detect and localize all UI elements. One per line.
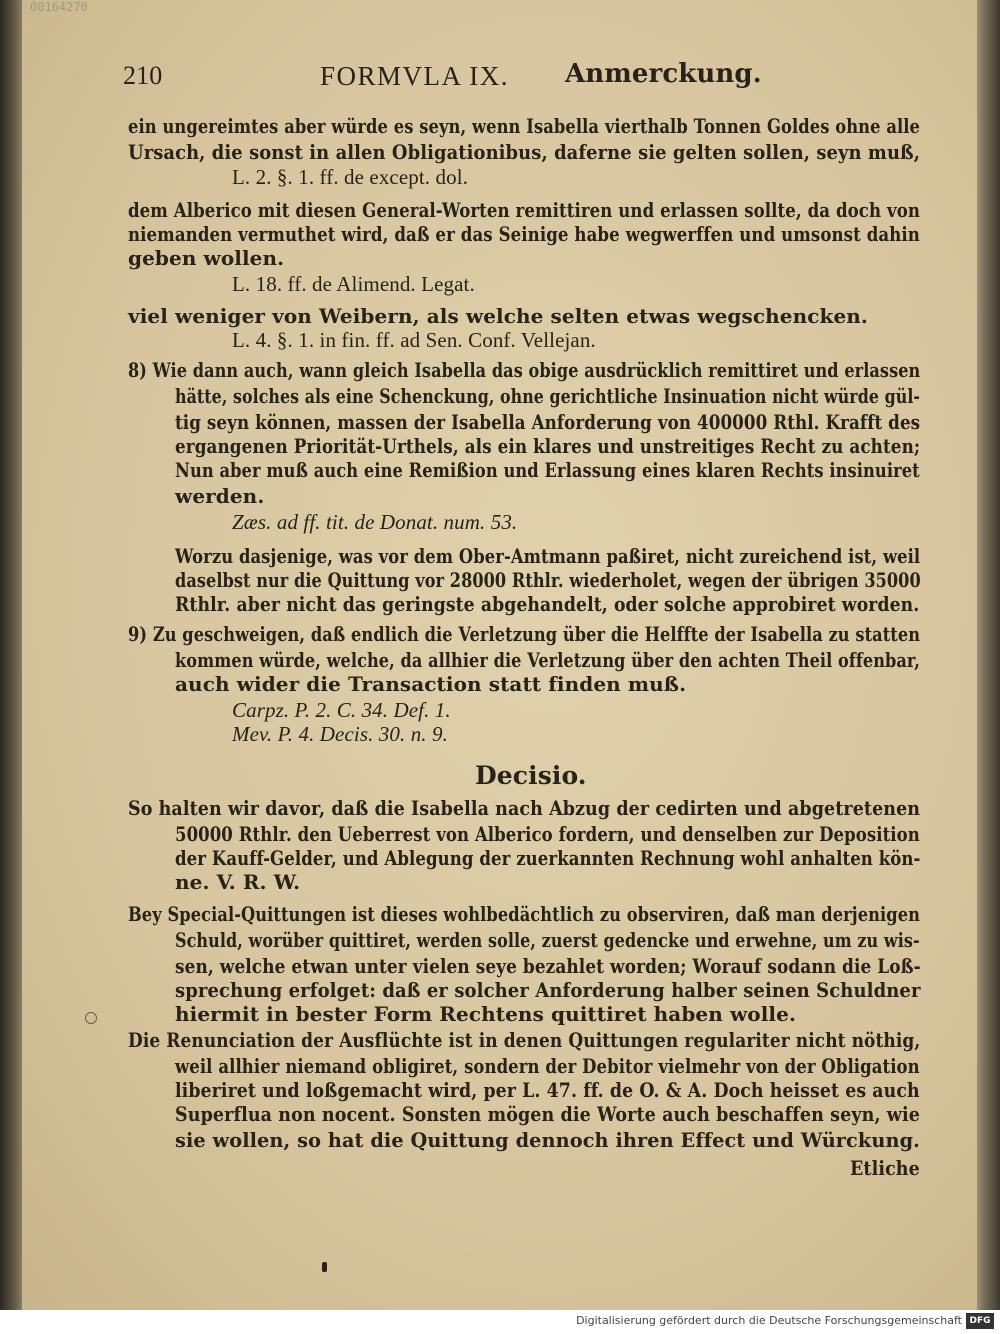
footer-text: Digitalisierung gefördert durch die Deutsche Forschungsgemeinschaft — [576, 1314, 962, 1327]
text-line: der Kauff-Gelder, und Ablegung der zuerkannten Rechnung wohl anhalten kön- — [175, 846, 921, 870]
citation-line: L. 2. §. 1. ff. de except. dol. — [232, 165, 468, 189]
text-line: liberiret und loßgemacht wird, per L. 47. ff. de O. & A. Doch heisset es auch — [175, 1078, 920, 1102]
text-line: 8) Wie dann auch, wann gleich Isabella das obige ausdrücklich remittiret und erlassen — [128, 358, 921, 382]
scan-stamp: 00164270 — [30, 0, 88, 14]
margin-mark — [85, 1012, 97, 1024]
page-title: FORMVLA IX. — [320, 61, 510, 91]
text-line: Nun aber muß auch eine Remißion und Erlassung eines klaren Rechts insinuiret — [175, 458, 920, 482]
text-line: ne. V. R. W. — [175, 870, 301, 894]
text-line: niemanden vermuthet wird, daß er das Seinige habe wegwerffen und umsonst dahin — [128, 222, 920, 246]
citation-line: Zæs. ad ff. tit. de Donat. num. 53. — [232, 510, 518, 534]
citation-line: L. 4. §. 1. in fin. ff. ad Sen. Conf. Vellejan. — [232, 328, 596, 352]
text-line: auch wider die Transaction statt finden muß. — [175, 672, 687, 696]
text-line: ein ungereimtes aber würde es seyn, wenn Isabella vierthalb Tonnen Goldes ohne alle — [128, 114, 921, 138]
text-line: ergangenen Priorität-Urthels, als ein klares und unstreitiges Recht zu achten; — [175, 434, 921, 458]
citation-line: L. 18. ff. de Alimend. Legat. — [232, 272, 475, 296]
digitization-footer — [0, 1310, 1000, 1334]
text-line: Schuld, worüber quittiret, werden solle, zuerst gedencke und erwehne, um zu wis- — [175, 928, 920, 952]
text-line: Superflua non nocent. Sonsten mögen die Worte auch beschaffen seyn, wie — [175, 1102, 920, 1126]
citation-line: Carpz. P. 2. C. 34. Def. 1. — [232, 698, 451, 722]
text-line: geben wollen. — [128, 246, 285, 270]
text-line: Worzu dasjenige, was vor dem Ober-Amtmann paßiret, nicht zureichend ist, weil — [175, 544, 921, 568]
text-line: hiermit in bester Form Rechtens quittiret haben wolle. — [175, 1002, 797, 1026]
text-line: dem Alberico mit diesen General-Worten remittiren und erlassen sollte, da doch von — [128, 198, 920, 222]
text-line: Rthlr. aber nicht das geringste abgehandelt, oder solche approbiret worden. — [175, 592, 920, 616]
section-heading: Decisio. — [475, 761, 587, 790]
text-line: hätte, solches als eine Schenckung, ohne gerichtliche Insinuation nicht würde gül- — [175, 384, 921, 408]
text-line: sen, welche etwan unter vielen seye bezahlet worden; Worauf sodann die Loß- — [175, 954, 921, 978]
ink-dot — [322, 1262, 327, 1272]
text-line: tig seyn können, massen der Isabella Anforderung von 400000 Rthl. Krafft des — [175, 410, 921, 434]
text-line: werden. — [175, 484, 265, 508]
text-line: sprechung erfolget: daß er solcher Anforderung halber seinen Schuldner — [175, 978, 921, 1002]
text-line: Bey Special-Quittungen ist dieses wohlbedächtlich zu observiren, daß man derjenigen — [128, 902, 921, 926]
text-line: weil allhier niemand obligiret, sondern der Debitor vielmehr von der Obligation — [175, 1054, 920, 1078]
text-line: Ursach, die sonst in allen Obligationibus, daferne sie gelten sollen, seyn muß, — [128, 140, 921, 164]
page-edge — [977, 0, 1000, 1310]
text-line: daselbst nur die Quittung vor 28000 Rthlr. wiederholet, wegen der übrigen 35000 — [175, 568, 921, 592]
page-number: 210 — [123, 61, 163, 90]
text-line: So halten wir davor, daß die Isabella nach Abzug der cedirten und abgetretenen — [128, 796, 921, 820]
dfg-logo: DFG — [966, 1313, 994, 1329]
text-line: 50000 Rthlr. den Ueberrest von Alberico fordern, und denselben zur Deposition — [175, 822, 920, 846]
text-line: 9) Zu geschweigen, daß endlich die Verletzung über die Helffte der Isabella zu statten — [128, 622, 921, 646]
page-subtitle: Anmerckung. — [565, 59, 762, 89]
text-line: sie wollen, so hat die Quittung dennoch ihren Effect und Würckung. — [175, 1128, 920, 1152]
text-line: Die Renunciation der Ausflüchte ist in denen Quittungen regulariter nicht nöthig, — [128, 1028, 921, 1052]
text-line: viel weniger von Weibern, als welche selten etwas wegschencken. — [128, 304, 868, 328]
text-line: kommen würde, welche, da allhier die Verletzung über den achten Theil offenbar, — [175, 648, 920, 672]
book-binding — [0, 0, 22, 1310]
citation-line: Mev. P. 4. Decis. 30. n. 9. — [232, 722, 448, 746]
catchword: Etliche — [850, 1156, 920, 1180]
